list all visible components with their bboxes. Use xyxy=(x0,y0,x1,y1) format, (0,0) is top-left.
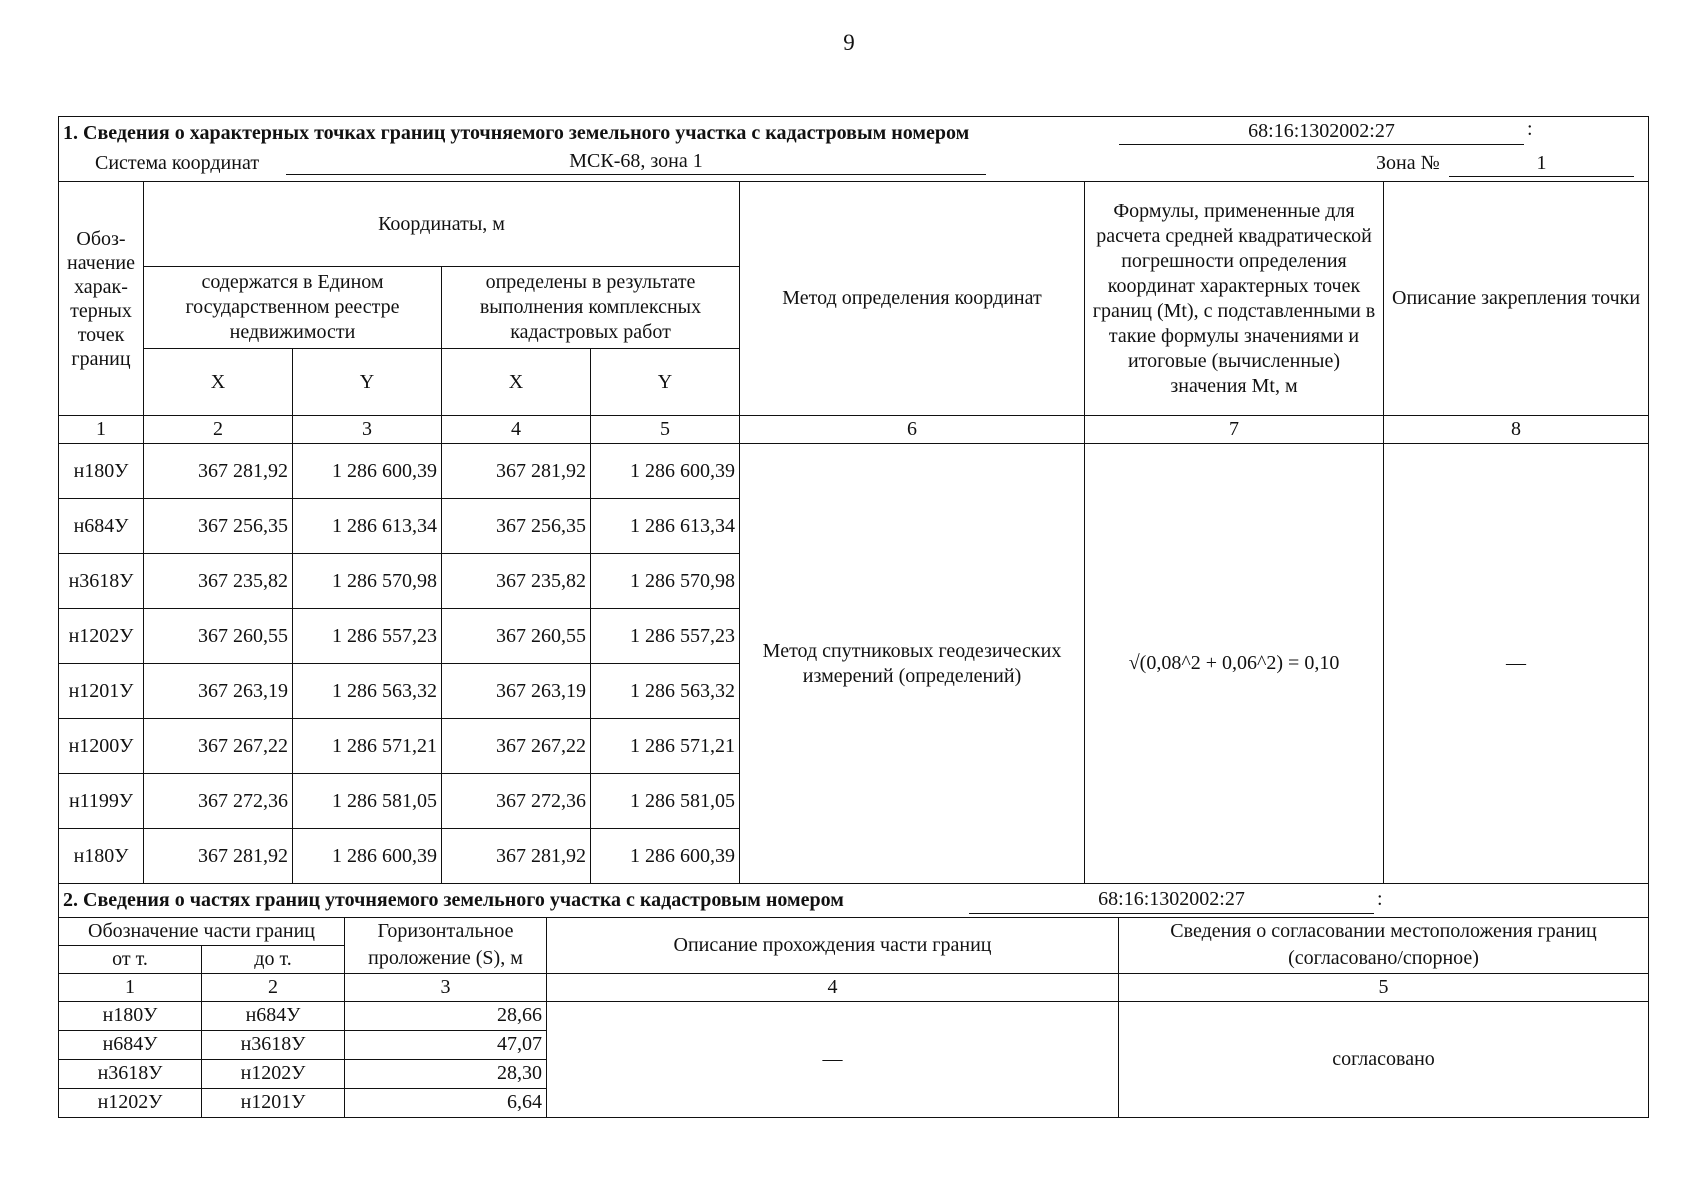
y-determined: 1 286 581,05 xyxy=(591,774,740,829)
header-determined: определены в результате выполнения комплексных кадастровых работ xyxy=(442,267,740,349)
section2-table xyxy=(58,883,1649,1118)
section2-colon: : xyxy=(1377,887,1383,910)
horizontal-length: 28,66 xyxy=(345,1001,547,1030)
part-to: н1202У xyxy=(202,1059,345,1088)
column-number: 5 xyxy=(591,416,740,444)
coordinate-system-label: Система координат xyxy=(95,152,260,174)
header-horizontal: Горизонтальное проложение (S), м xyxy=(345,917,547,973)
coordinate-system-value: МСК-68, зона 1 xyxy=(286,149,986,175)
table-row xyxy=(59,444,1649,499)
description-value: — xyxy=(547,1001,1119,1117)
section1-cadastral-number: 68:16:1302002:27 xyxy=(1119,119,1524,145)
y-determined: 1 286 600,39 xyxy=(591,829,740,884)
coordinate-system-cell xyxy=(59,149,1649,182)
point-designation: н1202У xyxy=(59,609,144,664)
column-number: 1 xyxy=(59,416,144,444)
point-designation: н180У xyxy=(59,829,144,884)
point-designation: н684У xyxy=(59,499,144,554)
x-registry: 367 263,19 xyxy=(144,664,293,719)
section1-colon: : xyxy=(1527,118,1533,140)
zone-label: Зона № xyxy=(1376,152,1440,174)
y-determined: 1 286 557,23 xyxy=(591,609,740,664)
section2-title: 2. Сведения о частях границ уточняемого земельного участка с кадастровым номером xyxy=(63,888,844,911)
x-determined: 367 281,92 xyxy=(442,444,591,499)
column-number: 5 xyxy=(1119,973,1649,1001)
header-from: от т. xyxy=(59,945,202,973)
fixing-value: — xyxy=(1384,444,1649,884)
section2-cadastral-number: 68:16:1302002:27 xyxy=(969,886,1374,914)
x-registry: 367 267,22 xyxy=(144,719,293,774)
y-registry: 1 286 570,98 xyxy=(293,554,442,609)
header-description: Описание прохождения части границ xyxy=(547,917,1119,973)
column-number: 6 xyxy=(740,416,1085,444)
header-formulas: Формулы, примененные для расчета средней квадратической погрешности определения координат характерных точек границ (Mt), с подставленными в такие формулы значениями и итоговые (вычисленные) значения Mt, м xyxy=(1085,182,1384,416)
x-registry: 367 272,36 xyxy=(144,774,293,829)
y-determined: 1 286 563,32 xyxy=(591,664,740,719)
column-number: 8 xyxy=(1384,416,1649,444)
part-from: н1202У xyxy=(59,1088,202,1117)
section1-title-cell xyxy=(59,117,1649,150)
header-y-registry: Y xyxy=(293,349,442,416)
y-registry: 1 286 557,23 xyxy=(293,609,442,664)
column-number: 2 xyxy=(202,973,345,1001)
y-determined: 1 286 600,39 xyxy=(591,444,740,499)
column-number: 2 xyxy=(144,416,293,444)
section1-table xyxy=(58,116,1649,884)
x-registry: 367 281,92 xyxy=(144,444,293,499)
part-to: н1201У xyxy=(202,1088,345,1117)
header-x-registry: X xyxy=(144,349,293,416)
header-method: Метод определения координат xyxy=(740,182,1085,416)
agreement-value: согласовано xyxy=(1119,1001,1649,1117)
x-determined: 367 235,82 xyxy=(442,554,591,609)
point-designation: н180У xyxy=(59,444,144,499)
method-value: Метод спутниковых геодезических измерений (определений) xyxy=(740,444,1085,884)
part-to: н3618У xyxy=(202,1030,345,1059)
horizontal-length: 28,30 xyxy=(345,1059,547,1088)
column-number: 3 xyxy=(345,973,547,1001)
y-registry: 1 286 613,34 xyxy=(293,499,442,554)
column-number: 1 xyxy=(59,973,202,1001)
point-designation: н1199У xyxy=(59,774,144,829)
horizontal-length: 47,07 xyxy=(345,1030,547,1059)
column-number: 4 xyxy=(442,416,591,444)
x-determined: 367 260,55 xyxy=(442,609,591,664)
x-determined: 367 263,19 xyxy=(442,664,591,719)
point-designation: н1201У xyxy=(59,664,144,719)
zone-value: 1 xyxy=(1449,151,1634,177)
y-registry: 1 286 600,39 xyxy=(293,444,442,499)
header-coordinates: Координаты, м xyxy=(144,182,740,267)
document-sheet xyxy=(58,116,1648,1118)
header-agreement: Сведения о согласовании местоположения границ (согласовано/спорное) xyxy=(1119,917,1649,973)
column-number: 4 xyxy=(547,973,1119,1001)
section1-title: 1. Сведения о характерных точках границ уточняемого земельного участка с кадастровым номером xyxy=(63,121,970,144)
x-registry: 367 260,55 xyxy=(144,609,293,664)
y-registry: 1 286 563,32 xyxy=(293,664,442,719)
x-determined: 367 281,92 xyxy=(442,829,591,884)
y-registry: 1 286 571,21 xyxy=(293,719,442,774)
header-x-determined: X xyxy=(442,349,591,416)
formula-value: √(0,08^2 + 0,06^2) = 0,10 xyxy=(1085,444,1384,884)
x-registry: 367 256,35 xyxy=(144,499,293,554)
y-registry: 1 286 581,05 xyxy=(293,774,442,829)
section2-title-cell xyxy=(59,883,1649,917)
header-fixing: Описание закрепления точки xyxy=(1384,182,1649,416)
part-to: н684У xyxy=(202,1001,345,1030)
part-from: н684У xyxy=(59,1030,202,1059)
x-determined: 367 256,35 xyxy=(442,499,591,554)
column-number: 7 xyxy=(1085,416,1384,444)
header-designation: Обоз- начение харак- терных точек границ xyxy=(59,182,144,416)
x-determined: 367 267,22 xyxy=(442,719,591,774)
page-number: 9 xyxy=(843,30,855,55)
header-y-determined: Y xyxy=(591,349,740,416)
x-determined: 367 272,36 xyxy=(442,774,591,829)
point-designation: н3618У xyxy=(59,554,144,609)
header-to: до т. xyxy=(202,945,345,973)
x-registry: 367 281,92 xyxy=(144,829,293,884)
part-from: н180У xyxy=(59,1001,202,1030)
header-part-designation: Обозначение части границ xyxy=(59,917,345,945)
header-in-registry: содержатся в Едином государственном реестре недвижимости xyxy=(144,267,442,349)
point-designation: н1200У xyxy=(59,719,144,774)
y-determined: 1 286 613,34 xyxy=(591,499,740,554)
table-row xyxy=(59,1001,1649,1030)
x-registry: 367 235,82 xyxy=(144,554,293,609)
horizontal-length: 6,64 xyxy=(345,1088,547,1117)
column-number: 3 xyxy=(293,416,442,444)
y-registry: 1 286 600,39 xyxy=(293,829,442,884)
part-from: н3618У xyxy=(59,1059,202,1088)
y-determined: 1 286 570,98 xyxy=(591,554,740,609)
y-determined: 1 286 571,21 xyxy=(591,719,740,774)
